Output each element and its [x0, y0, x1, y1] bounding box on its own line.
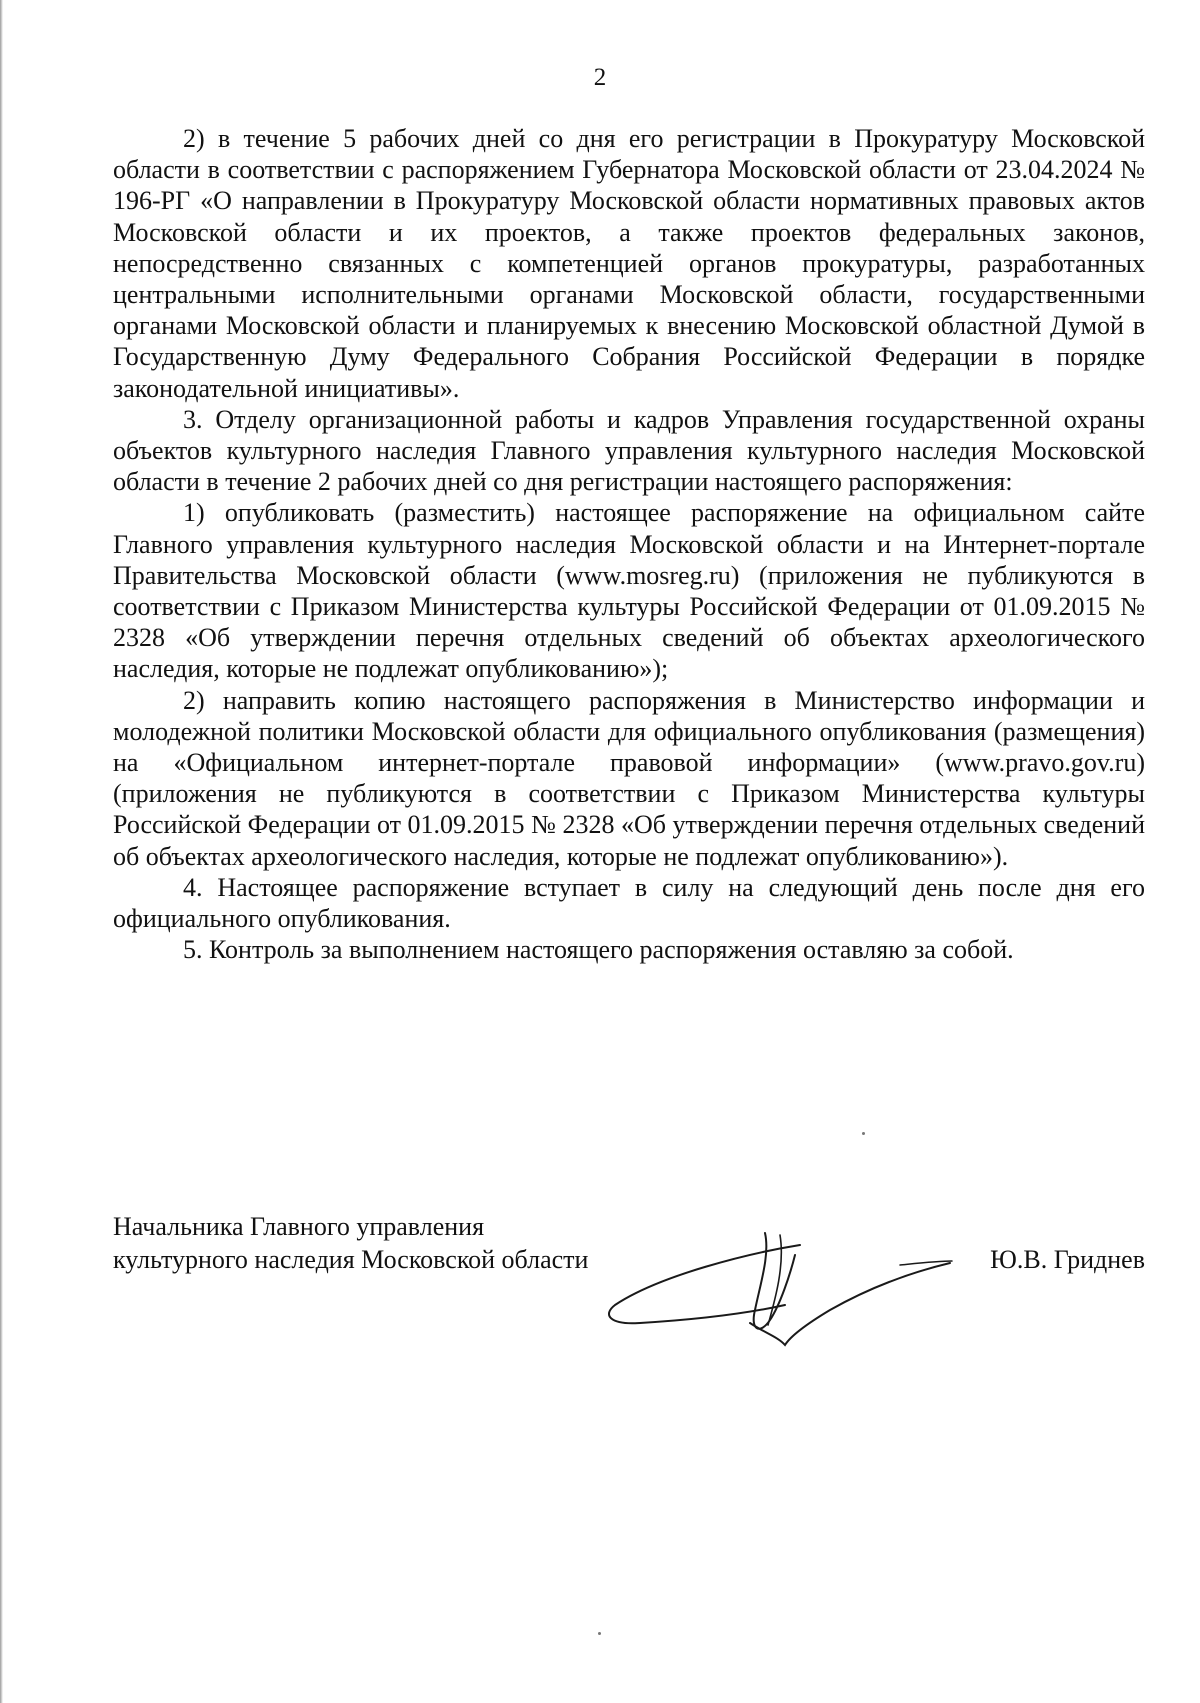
page-number: 2 [593, 64, 607, 91]
paragraph-item-2-prosecutor: 2) в течение 5 рабочих дней со дня его регистрации в Прокуратуру Московской области в соответствии с распоряжением Губернатора Московской области от 23.04.2024 № 196-РГ «О направлении в Прокуратуру Московской области нормативных правовых актов Московской области и их проектов, а также проектов федеральных законов, непосредственно связанных с компетенцией органов прокуратуры, разработанных центральными исполнительными органами Московской области, государственными органами Московской области и планируемых к внесению Московской областной Думой в Государственную Думу Федерального Собрания Российской Федерации в порядке законодательной инициативы». [113, 124, 1145, 403]
signatory-name: Ю.В. Гриднев [990, 1245, 1145, 1274]
scan-speck [598, 1632, 601, 1635]
scan-edge-shadow [0, 0, 3, 1703]
handwritten-signature-icon [600, 1225, 960, 1355]
signatory-title-line-1: Начальника Главного управления [113, 1212, 485, 1241]
signatory-title-line-2: культурного наследия Московской области [113, 1245, 589, 1274]
paragraph-point-4: 4. Настоящее распоряжение вступает в силу на следующий день после дня его официального опубликования. [113, 872, 1145, 934]
paragraph-point-3: 3. Отделу организационной работы и кадров Управления государственной охраны объектов культурного наследия Главного управления культурного наследия Московской области в течение 2 рабочих дней со дня регистрации настоящего распоряжения: [113, 404, 1145, 497]
document-body [113, 123, 1145, 965]
paragraph-point-5: 5. Контроль за выполнением настоящего распоряжения оставляю за собой. [183, 935, 1014, 965]
paragraph-item-2-send-copy: 2) направить копию настоящего распоряжения в Министерство информации и молодежной политики Московской области для официального опубликования (размещения) на «Официальном интернет-портале правовой информации» (www.pravo.gov.ru) (приложения не публикуются в соответствии с Приказом Министерства культуры Российской Федерации от 01.09.2015 № 2328 «Об утверждении перечня отдельных сведений об объектах археологического наследия, которые не подлежат опубликованию»). [113, 685, 1145, 871]
scan-speck [862, 1132, 865, 1135]
paragraph-item-1-publish: 1) опубликовать (разместить) настоящее распоряжение на официальном сайте Главного управления культурного наследия Московской области и на Интернет-портале Правительства Московской области (www.mosreg.ru) (приложения не публикуются в соответствии с Приказом Министерства культуры Российской Федерации от 01.09.2015 № 2328 «Об утверждении перечня отдельных сведений об объектах археологического наследия, которые не подлежат опубликованию»); [113, 498, 1145, 684]
